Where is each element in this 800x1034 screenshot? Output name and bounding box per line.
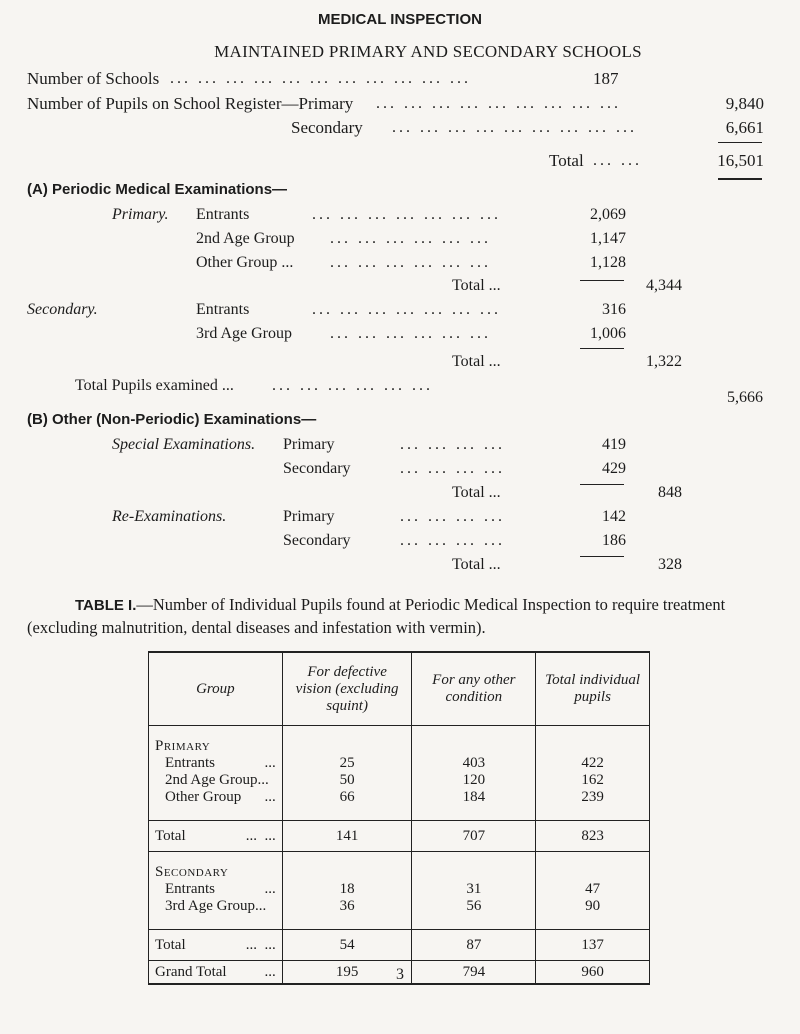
special-primary-value: 419 [602, 436, 626, 453]
secondary-labels [149, 852, 283, 930]
cell: 47 [585, 881, 601, 897]
row-label: Grand Total ... [149, 961, 283, 985]
row-label: Entrants ... [165, 881, 276, 897]
re-secondary-value: 186 [602, 532, 626, 549]
special-total-label: Total ... [452, 484, 501, 501]
row-label: 2nd Age Group... [165, 772, 269, 788]
special-primary-label: Primary [283, 436, 335, 453]
dot-leader: ... ... ... ... ... ... ... ... ... [392, 119, 637, 136]
dot-leader: ... ... ... ... ... ... ... [312, 301, 501, 318]
rule [580, 556, 624, 557]
primary-pupils-value: 9,840 [725, 94, 764, 113]
cell: 141 [282, 821, 412, 852]
secondary-total [536, 852, 650, 930]
treatment-table [148, 651, 650, 985]
primary-block [149, 726, 650, 821]
secondary-total-label: Total ... [452, 353, 501, 370]
special-secondary-value: 429 [602, 460, 626, 477]
cell: 707 [412, 821, 536, 852]
col-header-vision: For defective vision (excluding squint) [282, 652, 412, 726]
cell: 422 [581, 755, 604, 771]
dot-leader: ... ... ... ... [400, 508, 505, 525]
dot-leader: ... ... ... ... ... ... [330, 254, 491, 271]
re-secondary-label: Secondary [283, 532, 351, 549]
cell: 31 [466, 881, 482, 897]
table-header-row [149, 652, 650, 726]
section-b-heading: (B) Other (Non-Periodic) Examinations— [27, 411, 317, 428]
cell: 960 [536, 961, 650, 985]
cell: 90 [585, 898, 601, 914]
col-header-other: For any other condition [412, 652, 536, 726]
secondary-pupils-value: 6,661 [725, 118, 764, 137]
pupils-total-value: 16,501 [717, 151, 764, 170]
cell: 823 [536, 821, 650, 852]
pupils-label: Number of Pupils on School Register—Primary [27, 94, 354, 113]
schools-label: Number of Schools [27, 69, 160, 88]
special-secondary-label: Secondary [283, 460, 351, 477]
secondary-total-row [149, 930, 650, 961]
page-title: MEDICAL INSPECTION [318, 11, 482, 28]
dot-leader: ... ... ... ... [400, 436, 505, 453]
cell: 66 [339, 789, 355, 805]
dot-leader: ... ... ... ... ... ... [330, 230, 491, 247]
special-subheading: Special Examinations. [112, 436, 256, 453]
dot-leader: ... ... ... ... ... ... ... ... ... [376, 95, 621, 112]
dot-leader: ... ... ... ... ... ... ... [312, 206, 501, 223]
re-primary-label: Primary [283, 508, 335, 525]
special-total-value: 848 [658, 484, 682, 501]
cell: 50 [339, 772, 355, 788]
age2-label: 2nd Age Group [196, 230, 295, 247]
cell: 137 [536, 930, 650, 961]
row-label: Total ... ... [149, 930, 283, 961]
dot-leader: ... ... ... ... ... ... ... ... ... ... ... [170, 70, 471, 87]
primary-labels [149, 726, 283, 821]
page-subtitle: MAINTAINED PRIMARY AND SECONDARY SCHOOLS [214, 42, 642, 61]
secondary-vision [282, 852, 412, 930]
dot-leader: ... ... ... ... [400, 460, 505, 477]
rule [580, 348, 624, 349]
re-total-value: 328 [658, 556, 682, 573]
re-total-label: Total ... [452, 556, 501, 573]
row-label: Entrants ... [165, 755, 276, 771]
row-label: Other Group ... [165, 789, 276, 805]
re-subheading: Re-Examinations. [112, 508, 227, 525]
cell: 120 [462, 772, 486, 788]
cell: 403 [462, 755, 486, 771]
examined-label: Total Pupils examined ... [75, 377, 234, 394]
re-primary-value: 142 [602, 508, 626, 525]
entrants-value: 2,069 [590, 206, 626, 223]
rule [580, 484, 624, 485]
other-group-value: 1,128 [590, 254, 626, 271]
cell: 54 [282, 930, 412, 961]
cell: 162 [581, 772, 604, 788]
primary-other [412, 726, 536, 821]
row-label: 3rd Age Group... [165, 898, 267, 914]
sec-entrants-value: 316 [602, 301, 626, 318]
secondary-subheading: Secondary. [27, 301, 98, 318]
cell: 25 [339, 755, 355, 771]
cell: 36 [339, 898, 355, 914]
secondary-heading: Secondary [155, 864, 229, 880]
table-caption-line2: (excluding malnutrition, dental diseases and infestation with vermin). [27, 618, 486, 637]
primary-subheading: Primary. [112, 206, 169, 223]
cell: 18 [339, 881, 355, 897]
primary-total [536, 726, 650, 821]
schools-value: 187 [593, 69, 619, 88]
section-a-heading: (A) Periodic Medical Examinations— [27, 181, 288, 198]
other-group-label: Other Group ... [196, 254, 294, 271]
pupils-total-label: Total [549, 151, 584, 170]
col-header-total: Total individual pupils [536, 652, 650, 726]
cell: 794 [412, 961, 536, 985]
primary-total-value: 4,344 [646, 277, 682, 294]
rule [718, 178, 762, 180]
cell: 184 [462, 789, 486, 805]
table-caption [75, 596, 725, 615]
entrants-label: Entrants [196, 206, 250, 223]
cell: 195 [282, 961, 412, 985]
cell: 56 [466, 898, 482, 914]
rule [718, 142, 762, 143]
col-header-group: Group [149, 652, 283, 726]
primary-heading: Primary [155, 738, 211, 754]
dot-leader: ... ... ... ... [400, 532, 505, 549]
age3-label: 3rd Age Group [196, 325, 292, 342]
cell: 239 [581, 789, 604, 805]
page-number: 3 [396, 966, 404, 983]
primary-total-label: Total ... [452, 277, 501, 294]
age2-value: 1,147 [590, 230, 626, 247]
secondary-other [412, 852, 536, 930]
dot-leader: ... ... ... ... ... ... [272, 377, 433, 394]
age3-value: 1,006 [590, 325, 626, 342]
table-caption-label: TABLE I. [75, 597, 137, 614]
secondary-total-value: 1,322 [646, 353, 682, 370]
table-caption-text: —Number of Individual Pupils found at Periodic Medical Inspection to require treatment [136, 595, 726, 614]
row-label: Total ... ... [149, 821, 283, 852]
dot-leader: ... ... [593, 152, 642, 169]
dot-leader: ... ... ... ... ... ... [330, 325, 491, 342]
examined-value: 5,666 [727, 389, 763, 406]
sec-entrants-label: Entrants [196, 301, 250, 318]
secondary-block [149, 852, 650, 930]
secondary-pupils-label: Secondary [291, 118, 363, 137]
primary-total-row [149, 821, 650, 852]
primary-vision [282, 726, 412, 821]
rule [580, 280, 624, 281]
cell: 87 [412, 930, 536, 961]
